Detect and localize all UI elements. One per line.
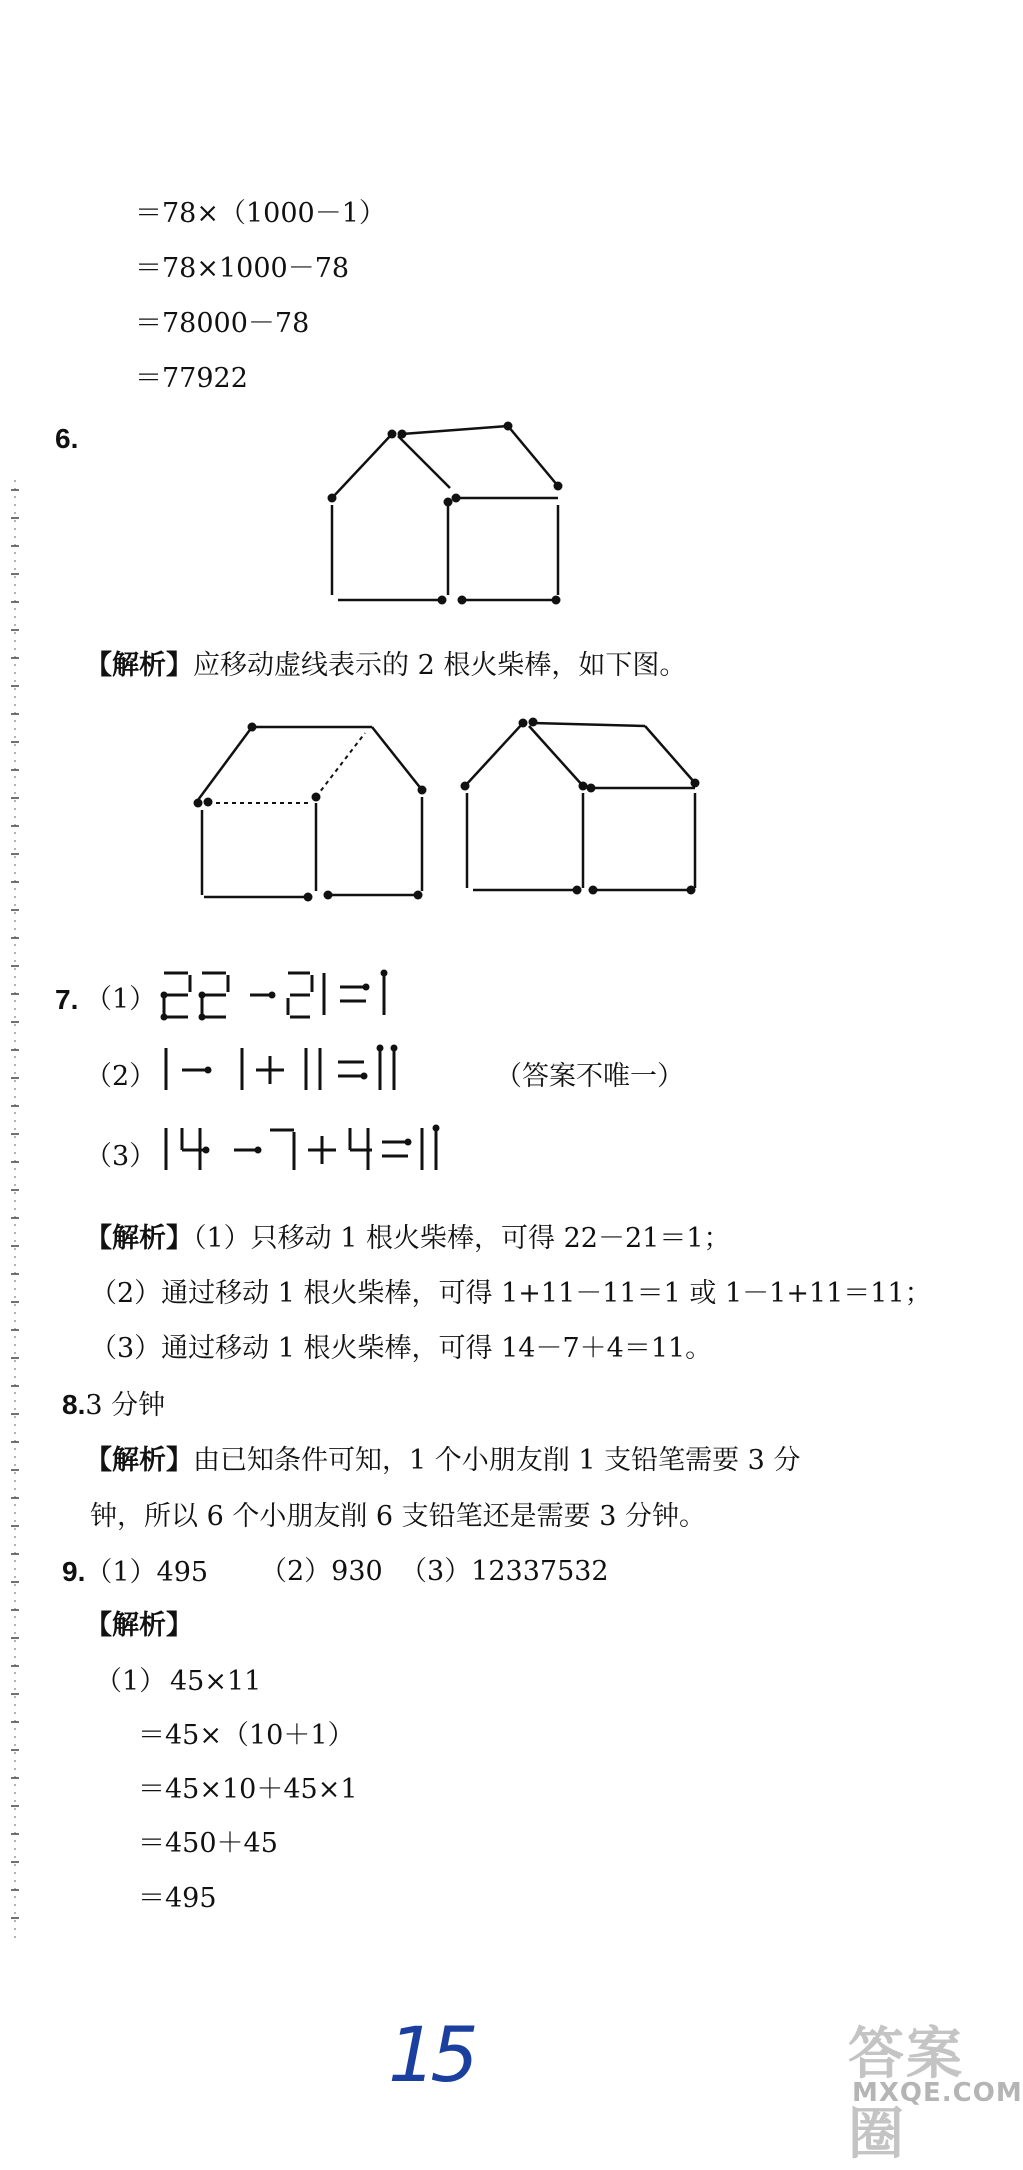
q9-calc-line-4: ＝450＋45	[138, 1828, 278, 1859]
q9-calc-label: （1）	[95, 1666, 167, 1697]
page-number: 15	[388, 2010, 473, 2099]
q7-part-2-label: （2）	[85, 1061, 157, 1092]
question-8	[62, 1391, 165, 1419]
question-9-number: 9.	[62, 1556, 86, 1587]
calc-line-2: ＝78×1000－78	[135, 253, 350, 284]
q7-part-2-note: （答案不唯一）	[495, 1061, 684, 1092]
q9-calc-line-5: ＝495	[138, 1883, 217, 1914]
q9-analysis-tag: 【解析】	[85, 1610, 193, 1641]
q8-analysis-line-2: 钟，所以 6 个小朋友削 6 支铅笔还是需要 3 分钟。	[90, 1501, 707, 1532]
q7-analysis-line-3: （3）通过移动 1 根火柴棒，可得 14－7＋4＝11。	[90, 1333, 713, 1364]
q7-analysis-tag: 【解析】	[85, 1223, 193, 1254]
q8-analysis-text-1: 由已知条件可知，1 个小朋友削 1 支铅笔需要 3 分	[193, 1445, 801, 1476]
q9-calc-line-3: ＝45×10＋45×1	[138, 1774, 358, 1805]
q6-solution-figure-right	[455, 698, 715, 898]
q6-analysis	[85, 652, 686, 679]
q7-part-3-label: （3）	[85, 1141, 157, 1172]
binding-margin-ticks	[8, 480, 22, 1940]
q9-answer-2: （2）930	[260, 1556, 383, 1587]
watermark-logo: 答案圈	[848, 2022, 964, 2167]
q6-analysis-tag: 【解析】	[85, 650, 193, 681]
q9-calc-line-1: 45×11	[170, 1666, 262, 1697]
watermark-url: MXQE.COM	[852, 2078, 1023, 2108]
q8-answer: 3 分钟	[85, 1390, 166, 1421]
question-6-number: 6.	[55, 423, 79, 454]
q7-analysis-line-2: （2）通过移动 1 根火柴棒，可得 1+11－11＝1 或 1－1+11＝11；	[90, 1278, 932, 1309]
q9-answer-3: （3）12337532	[400, 1556, 609, 1587]
q7-part-2-matchstick-equation	[160, 1040, 470, 1100]
q7-part-1-matchstick-equation	[160, 965, 420, 1025]
q6-solution-figure-left	[190, 705, 440, 905]
q8-analysis-line-1	[85, 1447, 800, 1474]
calc-line-1: ＝78×（1000－1）	[135, 198, 386, 229]
q6-house-figure	[320, 410, 580, 610]
q7-analysis-line-1	[85, 1225, 731, 1252]
q9-calc-line-2: ＝45×（10＋1）	[138, 1720, 355, 1751]
q7-part-1-label: （1）	[85, 984, 157, 1015]
q7-analysis-text-1: （1）只移动 1 根火柴棒，可得 22－21＝1；	[193, 1223, 731, 1254]
question-9	[62, 1558, 208, 1586]
q7-part-3-matchstick-equation	[160, 1120, 480, 1180]
q8-analysis-tag: 【解析】	[85, 1445, 193, 1476]
q9-answer-1: （1）495	[85, 1557, 209, 1588]
question-7-number: 7.	[55, 984, 79, 1015]
q6-analysis-text: 应移动虚线表示的 2 根火柴棒，如下图。	[193, 650, 687, 681]
question-8-number: 8.	[62, 1389, 86, 1420]
calc-line-4: ＝77922	[135, 363, 248, 394]
calc-line-3: ＝78000－78	[135, 308, 310, 339]
